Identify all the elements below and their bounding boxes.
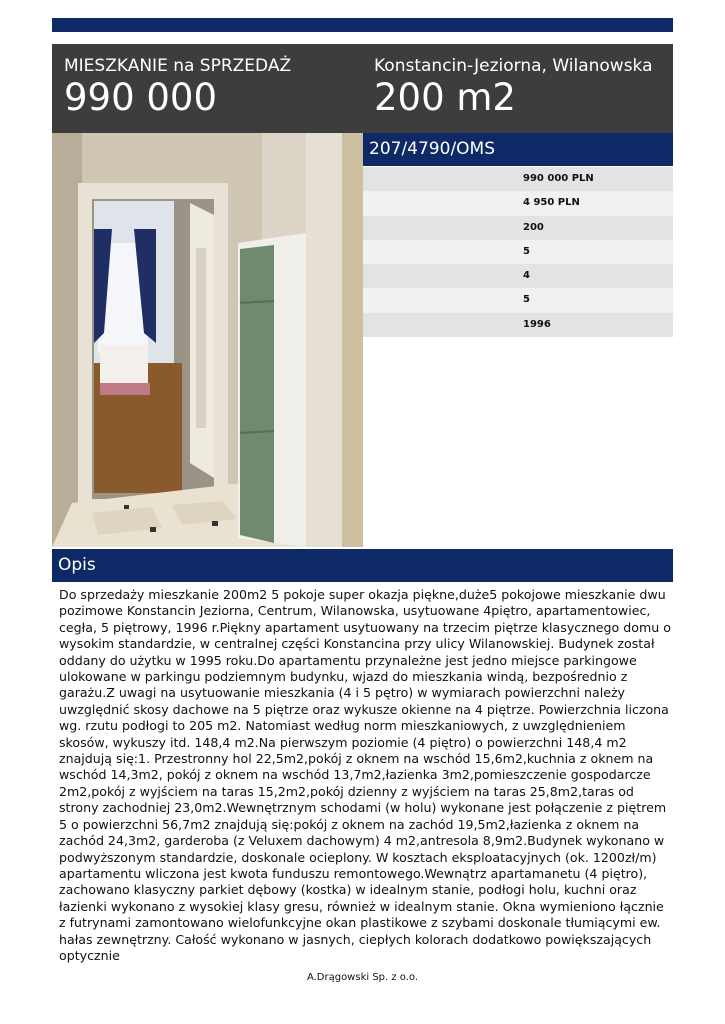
detail-value: 200	[523, 221, 544, 233]
property-photo	[52, 133, 363, 547]
header-left	[64, 56, 291, 118]
price: 990 000	[64, 76, 218, 119]
detail-value: 5	[523, 245, 530, 257]
reference-number: 207/4790/OMS	[369, 139, 496, 159]
detail-row	[363, 264, 673, 288]
offer-type: MIESZKANIE na SPRZEDAŻ	[64, 56, 292, 76]
detail-value: 4	[523, 270, 530, 282]
top-accent-bar	[52, 18, 673, 32]
detail-row	[363, 240, 673, 264]
detail-row	[363, 191, 673, 215]
detail-row	[363, 167, 673, 191]
area: 200 m2	[374, 76, 516, 119]
description-text: Do sprzedaży mieszkanie 200m2 5 pokoje super okazja piękne,duże5 pokojowe mieszkanie dwu pozimowe Konstancin Jeziorna, Centrum, Wilanowska, usytuowane 4piętro, apartamentowiec, cegła, 5 piętrowy, 1996 r.Piękny apartament usytuowany na trzecim piętrze klasycznego domu o wysokim standardzie, w centralnej części Konstancina przy ulicy Wilanowskiej. Budynek został oddany do użytku w 1995 roku.Do apartamentu przynależne jest jedno miejsce parkingowe ulokowane w parkingu podziemnym budynku, wjazd do mieszkania windą, bezpośrednio z garażu.Z uwagi na usytuowanie mieszkania (4 i 5 pętro) w wymiarach powierzchni należy uwzględnić skosy dachowe na 5 piętrze oraz wykusze okienne na 4 piętrze. Powierzchnia liczona wg. rzutu podłogi to 205 m2. Natomiast według norm mieszkaniowych, z uwzględnieniem skosów, wykuszy itd. 148,4 m2.Na pierwszym poziomie (4 piętro) o powierzchni 148,4 m2 znajdują się:1. Przestronny hol 22,5m2,pokój z oknem na wschód 15,6m2,kuchnia z oknem na wschód 14,3m2, pokój z oknem na wschód 13,7m2,łazienka 3m2,pomieszczenie gospodarcze 2m2,pokój z wyjściem na taras 15,2m2,pokój dzienny z wyjściem na taras 25,8m2,taras od strony zachodniej 23,0m2.Wewnętrznym schodami (w holu) wykonane jest połączenie z piętrem 5 o powierzchni 56,7m2 znajdują się:pokój z oknem na zachód 19,5m2,łazienka z oknem na zachód 24,3m2, garderoba (z Veluxem dachowym) 4 m2,antresola 8,9m2.Budynek wykonano w podwyższonym standardzie, doskonale ocieplony. W kosztach eksploatacyjnych (ok. 1200zł/m) apartamentu wliczona jest kwota funduszu remontowego.Wewnątrz apartamanetu (4 piętro), zachowano klasyczny parkiet dębowy (kostka) w idealnym stanie, podłogi holu, kuchni oraz łazienki wykonano z wysokiej klasy gresu, również w idealnym stanie. Okna wymieniono łącznie z futrynami zamontowano wielofunkcyjne okan plastikowe z szybami doskonale tłumiącymi ew. hałas zewnętrzny. Całość wykonano w jasnych, ciepłych kolorach dodatkowo powiększających optycznie	[59, 587, 671, 963]
header-right	[374, 56, 653, 118]
footer-company: A.Drągowski Sp. z o.o.	[306, 972, 419, 983]
detail-row	[363, 313, 673, 337]
description-heading: Opis	[58, 555, 96, 575]
description-heading-bar	[52, 549, 673, 582]
detail-row	[363, 216, 673, 240]
listing-header	[52, 44, 673, 133]
detail-row	[363, 288, 673, 312]
location: Konstancin-Jeziorna, Wilanowska	[374, 56, 653, 76]
detail-value: 5	[523, 294, 530, 306]
detail-value: 990 000 PLN	[523, 173, 594, 184]
reference-bar	[363, 133, 673, 166]
detail-value: 1996	[523, 318, 551, 330]
detail-value: 4 950 PLN	[523, 197, 580, 209]
details-table	[363, 167, 673, 337]
